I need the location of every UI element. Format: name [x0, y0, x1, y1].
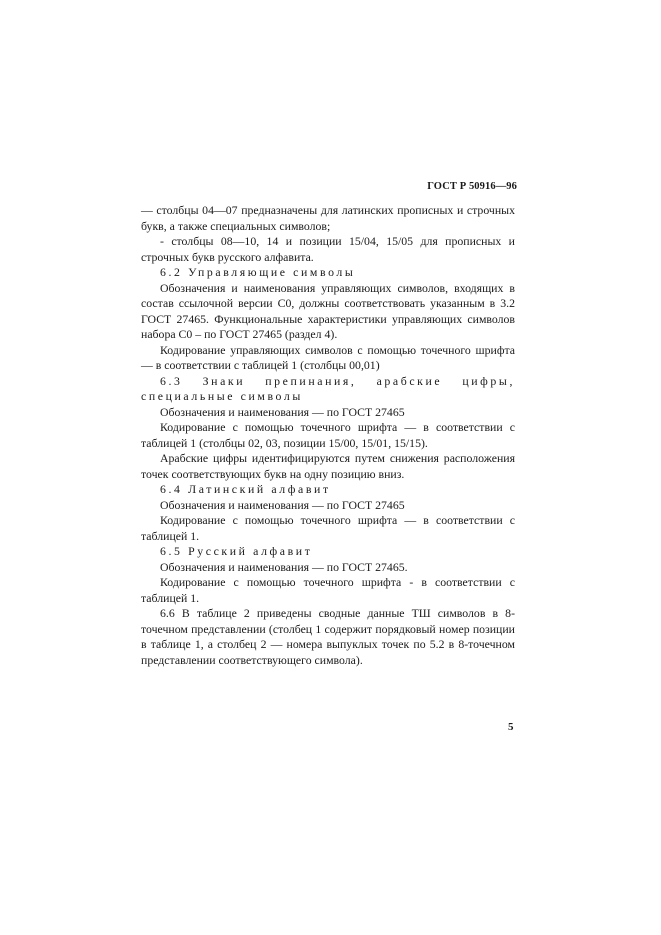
- paragraph-punctuation-coding: Кодирование с помощью точечного шрифта — в соответствии с таблицей 1 (столбцы 02, 03, позиции 15/00, 15/01, 15/15).: [141, 420, 515, 450]
- paragraph-control-symbols: Обозначения и наименования управляющих символов, входящих в состав ссылочной версии С0, должны соответствовать указанным в 3.2 ГОСТ 27465. Функциональные характеристики управляющих символов набора С0 – по ГОСТ 27465 (раздел 4).: [141, 280, 515, 341]
- section-heading-6-5: 6.5 Русский алфавит: [160, 544, 313, 558]
- paragraph-arabic-digits: Арабские цифры идентифицируются путем снижения расположения точек соответствующих букв на одну позицию вниз.: [141, 451, 515, 481]
- section-heading-6-2: 6.2 Управляющие символы: [160, 265, 356, 279]
- paragraph-punctuation-names: Обозначения и наименования — по ГОСТ 27465: [160, 404, 405, 419]
- paragraph-latin-names: Обозначения и наименования — по ГОСТ 27465: [160, 497, 405, 512]
- section-heading-6-3: 6.3 Знаки препинания, арабские цифры, специальные символы: [141, 373, 515, 403]
- paragraph-table-2-summary: 6.6 В таблице 2 приведены сводные данные ТШ символов в 8-точечном представлении (столбец 1 содержит порядковый номер позиции в таблице 1, а столбец 2 — номера выпуклых точек по 5.2 в 8-точечном представлении соответствующего символа).: [141, 606, 515, 667]
- document-body: [141, 203, 515, 668]
- page-number: 5: [508, 721, 514, 733]
- paragraph-russian-coding: Кодирование с помощью точечного шрифта - в соответствии с таблицей 1.: [141, 575, 515, 605]
- paragraph-columns-latin: — столбцы 04—07 предназначены для латинских прописных и строчных букв, а также специальных символов;: [141, 203, 515, 233]
- paragraph-latin-coding: Кодирование с помощью точечного шрифта — в соответствии с таблицей 1.: [141, 513, 515, 543]
- paragraph-russian-names: Обозначения и наименования — по ГОСТ 27465.: [160, 559, 408, 574]
- paragraph-columns-russian: - столбцы 08—10, 14 и позиции 15/04, 15/05 для прописных и строчных букв русского алфавита.: [141, 234, 515, 264]
- section-heading-6-4: 6.4 Латинский алфавит: [160, 482, 331, 496]
- standard-header: ГОСТ Р 50916—96: [427, 181, 517, 192]
- paragraph-control-coding: Кодирование управляющих символов с помощью точечного шрифта — в соответствии с таблицей 1 (столбцы 00,01): [141, 342, 515, 372]
